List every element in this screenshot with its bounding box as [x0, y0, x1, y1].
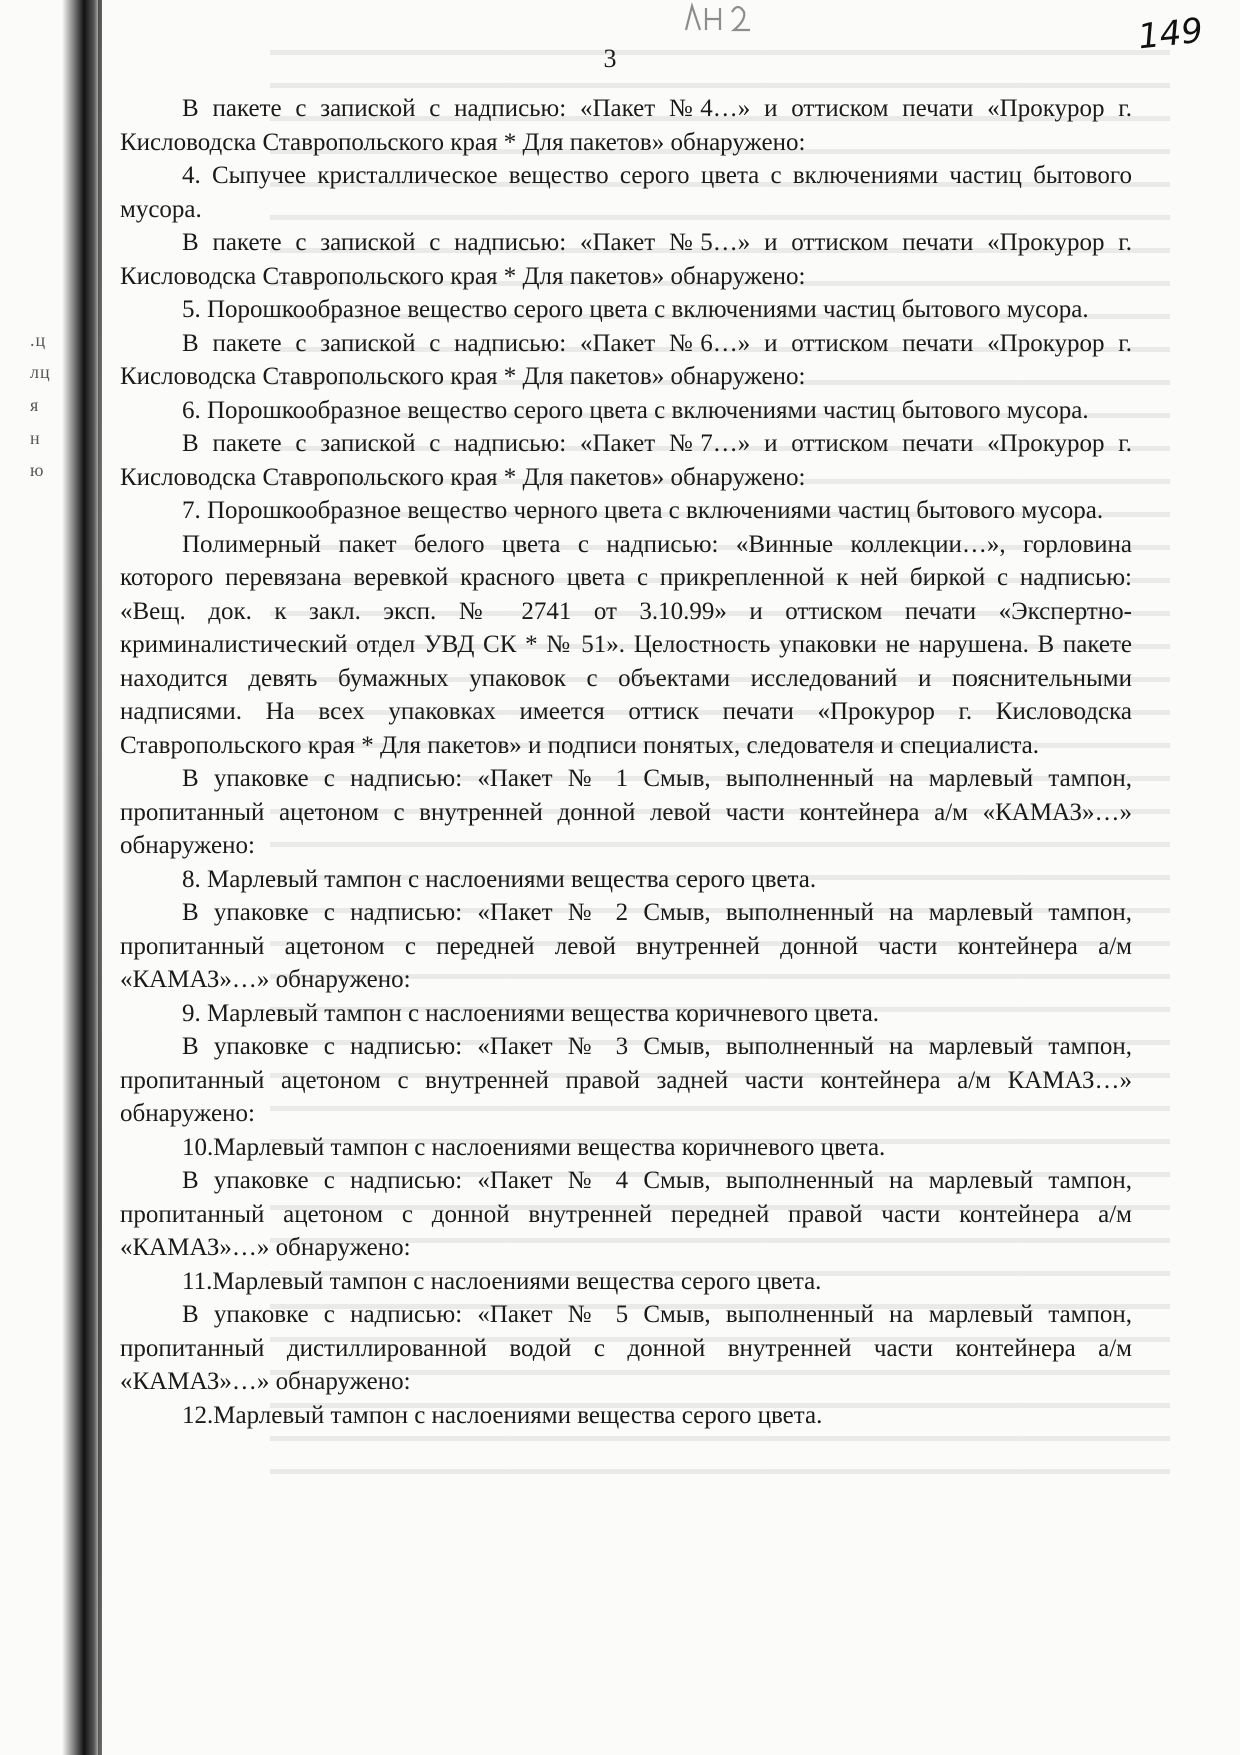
margin-fragment: .ц: [30, 330, 47, 350]
paragraph: 11.Марлевый тампон с наслоениями вещества серого цвета.: [182, 1267, 822, 1295]
page-stamp-number: 149: [1136, 10, 1205, 58]
paragraph: 5. Порошкообразное вещество серого цвета с включениями частиц бытового мусора.: [182, 296, 1089, 323]
paragraph: В пакете с запиской с надписью: «Пакет №7…» и оттиском печати «Прокурор г. Кисловодска Ставропольского края * Для пакетов» обнаружено:: [120, 430, 1132, 491]
page-number: 3: [603, 44, 617, 73]
paragraph: 9. Марлевый тампон с наслоениями вещества коричневого цвета.: [182, 999, 880, 1027]
margin-fragment: ю: [30, 460, 45, 480]
binding-shadow: [62, 0, 102, 1755]
paragraph: 4. Сыпучее кристаллическое вещество серого цвета с включениями частиц бытового мусора.: [120, 162, 1132, 223]
paragraph: В пакете с запиской с надписью: «Пакет №6…» и оттиском печати «Прокурор г. Кисловодска Ставропольского края * Для пакетов» обнаружено:: [120, 329, 1132, 390]
paragraph: В упаковке с надписью: «Пакет № 4 Смыв, выполненный на марлевый тампон, пропитанный ацетоном с донной внутренней передней правой части контейнера а/м «КАМАЗ»…» обнаружено:: [120, 1167, 1132, 1261]
paragraph: В упаковке с надписью: «Пакет № 5 Смыв, выполненный на марлевый тампон, пропитанный дистиллированной водой с донной внутренней части контейнера а/м «КАМАЗ»…» обнаружено:: [120, 1301, 1132, 1395]
paragraph: В упаковке с надписью: «Пакет № 3 Смыв, выполненный на марлевый тампон, пропитанный ацетоном с внутренней правой задней части контейнера а/м КАМАЗ…» обнаружено:: [120, 1033, 1132, 1127]
margin-fragment: н: [30, 428, 41, 448]
margin-fragment: лц: [30, 362, 51, 382]
paragraph: 6. Порошкообразное вещество серого цвета с включениями частиц бытового мусора.: [182, 396, 1089, 424]
margin-fragment: я: [30, 395, 40, 415]
document-body: [120, 92, 1132, 1432]
paragraph: 10.Марлевый тампон с наслоениями вещества коричневого цвета.: [182, 1133, 886, 1161]
paragraph: Полимерный пакет белого цвета с надписью: «Винные коллекции…», горловина которого перевязана веревкой красного цвета с прикрепленной к ней биркой с надписью: «Вещ. док. к закл. эксп. № 2741 от 3.10.99» и оттиском печати «Экспертно-криминалистический отдел УВД СК * № 51». Целостность упаковки не нарушена. В пакете находится девять бумажных упаковок с объектами исследований и пояснительными надписями. На всех упаковках имеется оттиск печати «Прокурор г. Кисловодска Ставропольского края * Для пакетов» и подписи понятых, следователя и специалиста.: [120, 530, 1132, 759]
binding-edge: [98, 0, 102, 1755]
paragraph: В упаковке с надписью: «Пакет № 2 Смыв, выполненный на марлевый тампон, пропитанный ацетоном с передней левой внутренней донной части контейнера а/м «КАМАЗ»…» обнаружено:: [120, 899, 1132, 993]
paragraph: В пакете с запиской с надписью: «Пакет №5…» и оттиском печати «Прокурор г. Кисловодска Ставропольского края * Для пакетов» обнаружено:: [120, 229, 1132, 290]
paragraph: 8. Марлевый тампон с наслоениями вещества серого цвета.: [182, 865, 817, 893]
handwritten-mark-icon: [680, 0, 770, 36]
paragraph: В упаковке с надписью: «Пакет № 1 Смыв, выполненный на марлевый тампон, пропитанный ацетоном с внутренней донной левой части контейнера а/м «КАМАЗ»…» обнаружено:: [120, 765, 1132, 859]
paragraph: 7. Порошкообразное вещество черного цвета с включениями частиц бытового мусора.: [182, 497, 1104, 524]
paragraph: 12.Марлевый тампон с наслоениями вещества серого цвета.: [182, 1401, 823, 1429]
paragraph: В пакете с запиской с надписью: «Пакет №4…» и оттиском печати «Прокурор г. Кисловодска Ставропольского края * Для пакетов» обнаружено:: [120, 95, 1132, 156]
